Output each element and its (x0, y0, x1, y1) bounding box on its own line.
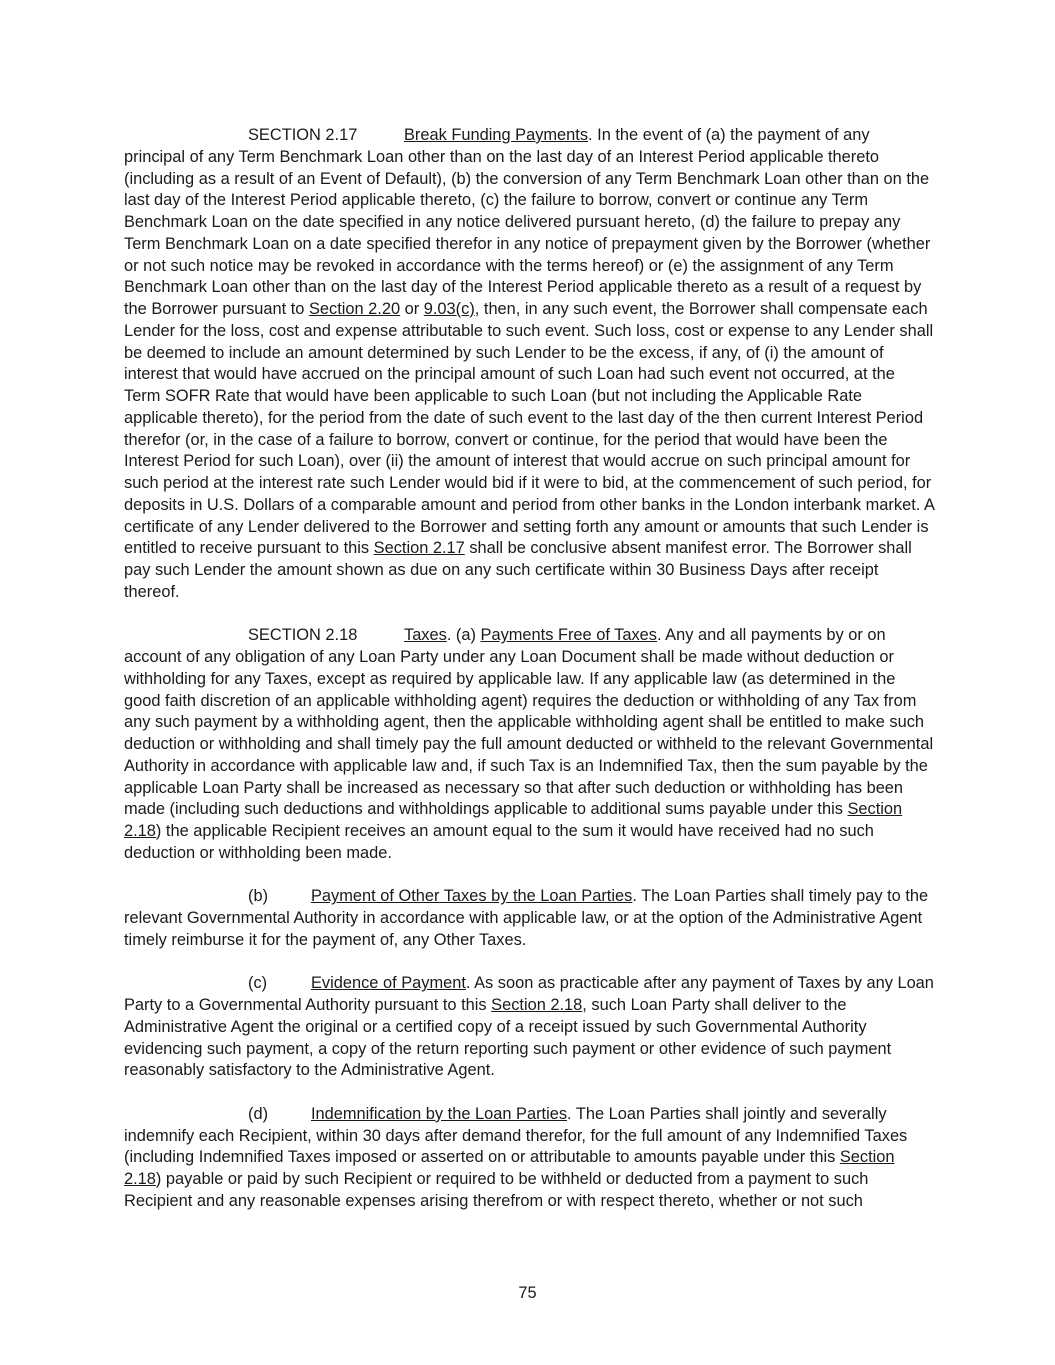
section-2-18-paragraph (124, 625, 934, 864)
section-number: SECTION 2.18 (248, 626, 358, 645)
cross-reference: Section 2.20 (308, 300, 401, 318)
body-text: . (a) (446, 626, 481, 645)
body-text: ) payable or paid by such Recipient or required to be withheld or deducted from a payment to such Recipient and any reasonable expenses arising therefrom or with respect thereto, whether or not such (124, 1170, 869, 1210)
body-text: shall be conclusive absent manifest error. The Borrower shall pay such Lender the amount shown as due on any such certificate within 30 Business Days after receipt thereof. (124, 539, 912, 601)
section-2-17-paragraph (124, 125, 934, 604)
subsection-heading: Indemnification by the Loan Parties (311, 1104, 568, 1123)
subsection-heading: Evidence of Payment (311, 974, 466, 993)
cross-reference: Section 2.17 (373, 539, 465, 558)
document-page (124, 125, 934, 1234)
subsection-heading: Payments Free of Taxes (480, 626, 657, 645)
section-heading: Break Funding Payments (404, 126, 589, 144)
cross-reference: Section 2.18 (491, 996, 583, 1014)
subsection-b-paragraph (124, 886, 934, 951)
body-text: . Any and all payments by or on account of any obligation of any Loan Party under any Loan Document shall be made without deduction or withholding for any Taxes, except as required by applicable law. If any applicable law (as determined in the good faith discretion of an applicable withholding agent) requires the deduction or withholding of any Tax from any such payment by a withholding agent, then the applicable withholding agent shall be entitled to make such deduction or withholding and shall timely pay the full amount deducted or withheld to the relevant Governmental Authority in accordance with applicable law and, if such Tax is an Indemnified Tax, then the sum payable by the applicable Loan Party shall be increased as necessary so that after such deduction or withholding has been made (including such deductions and withholdings applicable to additional sums payable under this (124, 626, 934, 819)
cross-reference: Section 2.18 (124, 1148, 895, 1188)
page-number: 75 (518, 1284, 537, 1302)
subsection-d-paragraph (124, 1104, 934, 1213)
subsection-label: (b) (248, 887, 269, 906)
body-text: , then, in any such event, the Borrower shall compensate each Lender for the loss, cost and expense attributable to such event. Such loss, cost or expense to any Lender shall be deemed to include an amount determined by such Lender to be the excess, if any, of (i) the amount of interest that would have accrued on the principal amount of such Loan had such event not occurred, at the Term SOFR Rate that would have been applicable to such Loan (but not including the Applicable Rate applicable thereto), for the period from the date of such event to the last day of the then current Interest Period therefor (or, in the case of a failure to borrow, convert or continue, for the period that would have been the Interest Period for such Loan), over (ii) the amount of interest that would accrue on such principal amount for such period at the interest rate such Lender would bid if it were to bid, at the commencement of such period, for deposits in U.S. Dollars of a comparable amount and period from other banks in the London interbank market. A certificate of any Lender delivered to the Borrower and setting forth any amount or amounts that such Lender is entitled to receive pursuant to this (124, 300, 934, 558)
subsection-label: (d) (248, 1104, 269, 1123)
subsection-c-paragraph (124, 973, 934, 1082)
body-text: ) the applicable Recipient receives an amount equal to the sum it would have received had no such deduction or withholding been made. (124, 822, 874, 862)
subsection-heading: Payment of Other Taxes by the Loan Parties (311, 887, 633, 906)
body-text: . The Loan Parties shall jointly and severally indemnify each Recipient, within 30 days after demand therefor, for the full amount of any Indemnified Taxes (including Indemnified Taxes imposed or asserted on or attributable to amounts payable under this (124, 1104, 908, 1167)
cross-reference: Section 2.18 (124, 800, 903, 840)
section-number: SECTION 2.17 (248, 126, 358, 144)
subsection-label: (c) (248, 974, 268, 993)
body-text: . In the event of (a) the payment of any principal of any Term Benchmark Loan other than on the last day of an Interest Period applicable thereto (including as a result of an Event of Default), (b) the conversion of any Term Benchmark Loan other than on the last day of the Interest Period applicable thereto, (c) the failure to borrow, convert or continue any Term Benchmark Loan on the date specified in any notice delivered pursuant hereto, (d) the failure to prepay any Term Benchmark Loan on a date specified therefor in any notice of prepayment given by the Borrower (whether or not such notice may be revoked in accordance with the terms hereof) or (e) the assignment of any Term Benchmark Loan other than on the last day of the Interest Period applicable thereto as a result of a request by the Borrower pursuant to (124, 126, 931, 318)
section-heading: Taxes (404, 626, 447, 645)
cross-reference: 9.03(c) (423, 300, 475, 318)
body-text: . The Loan Parties shall timely pay to the relevant Governmental Authority in accordance with applicable law, or at the option of the Administrative Agent timely reimburse it for the payment of, any Other Taxes. (124, 887, 929, 949)
body-text: or (400, 300, 424, 318)
body-text: , such Loan Party shall deliver to the Administrative Agent the original or a certified copy of a receipt issued by such Governmental Authority evidencing such payment, a copy of the return reporting such payment or other evidence of such payment reasonably satisfactory to the Administrative Agent. (124, 996, 892, 1080)
body-text: . As soon as practicable after any payment of Taxes by any Loan Party to a Governmental Authority pursuant to this (124, 974, 934, 1014)
